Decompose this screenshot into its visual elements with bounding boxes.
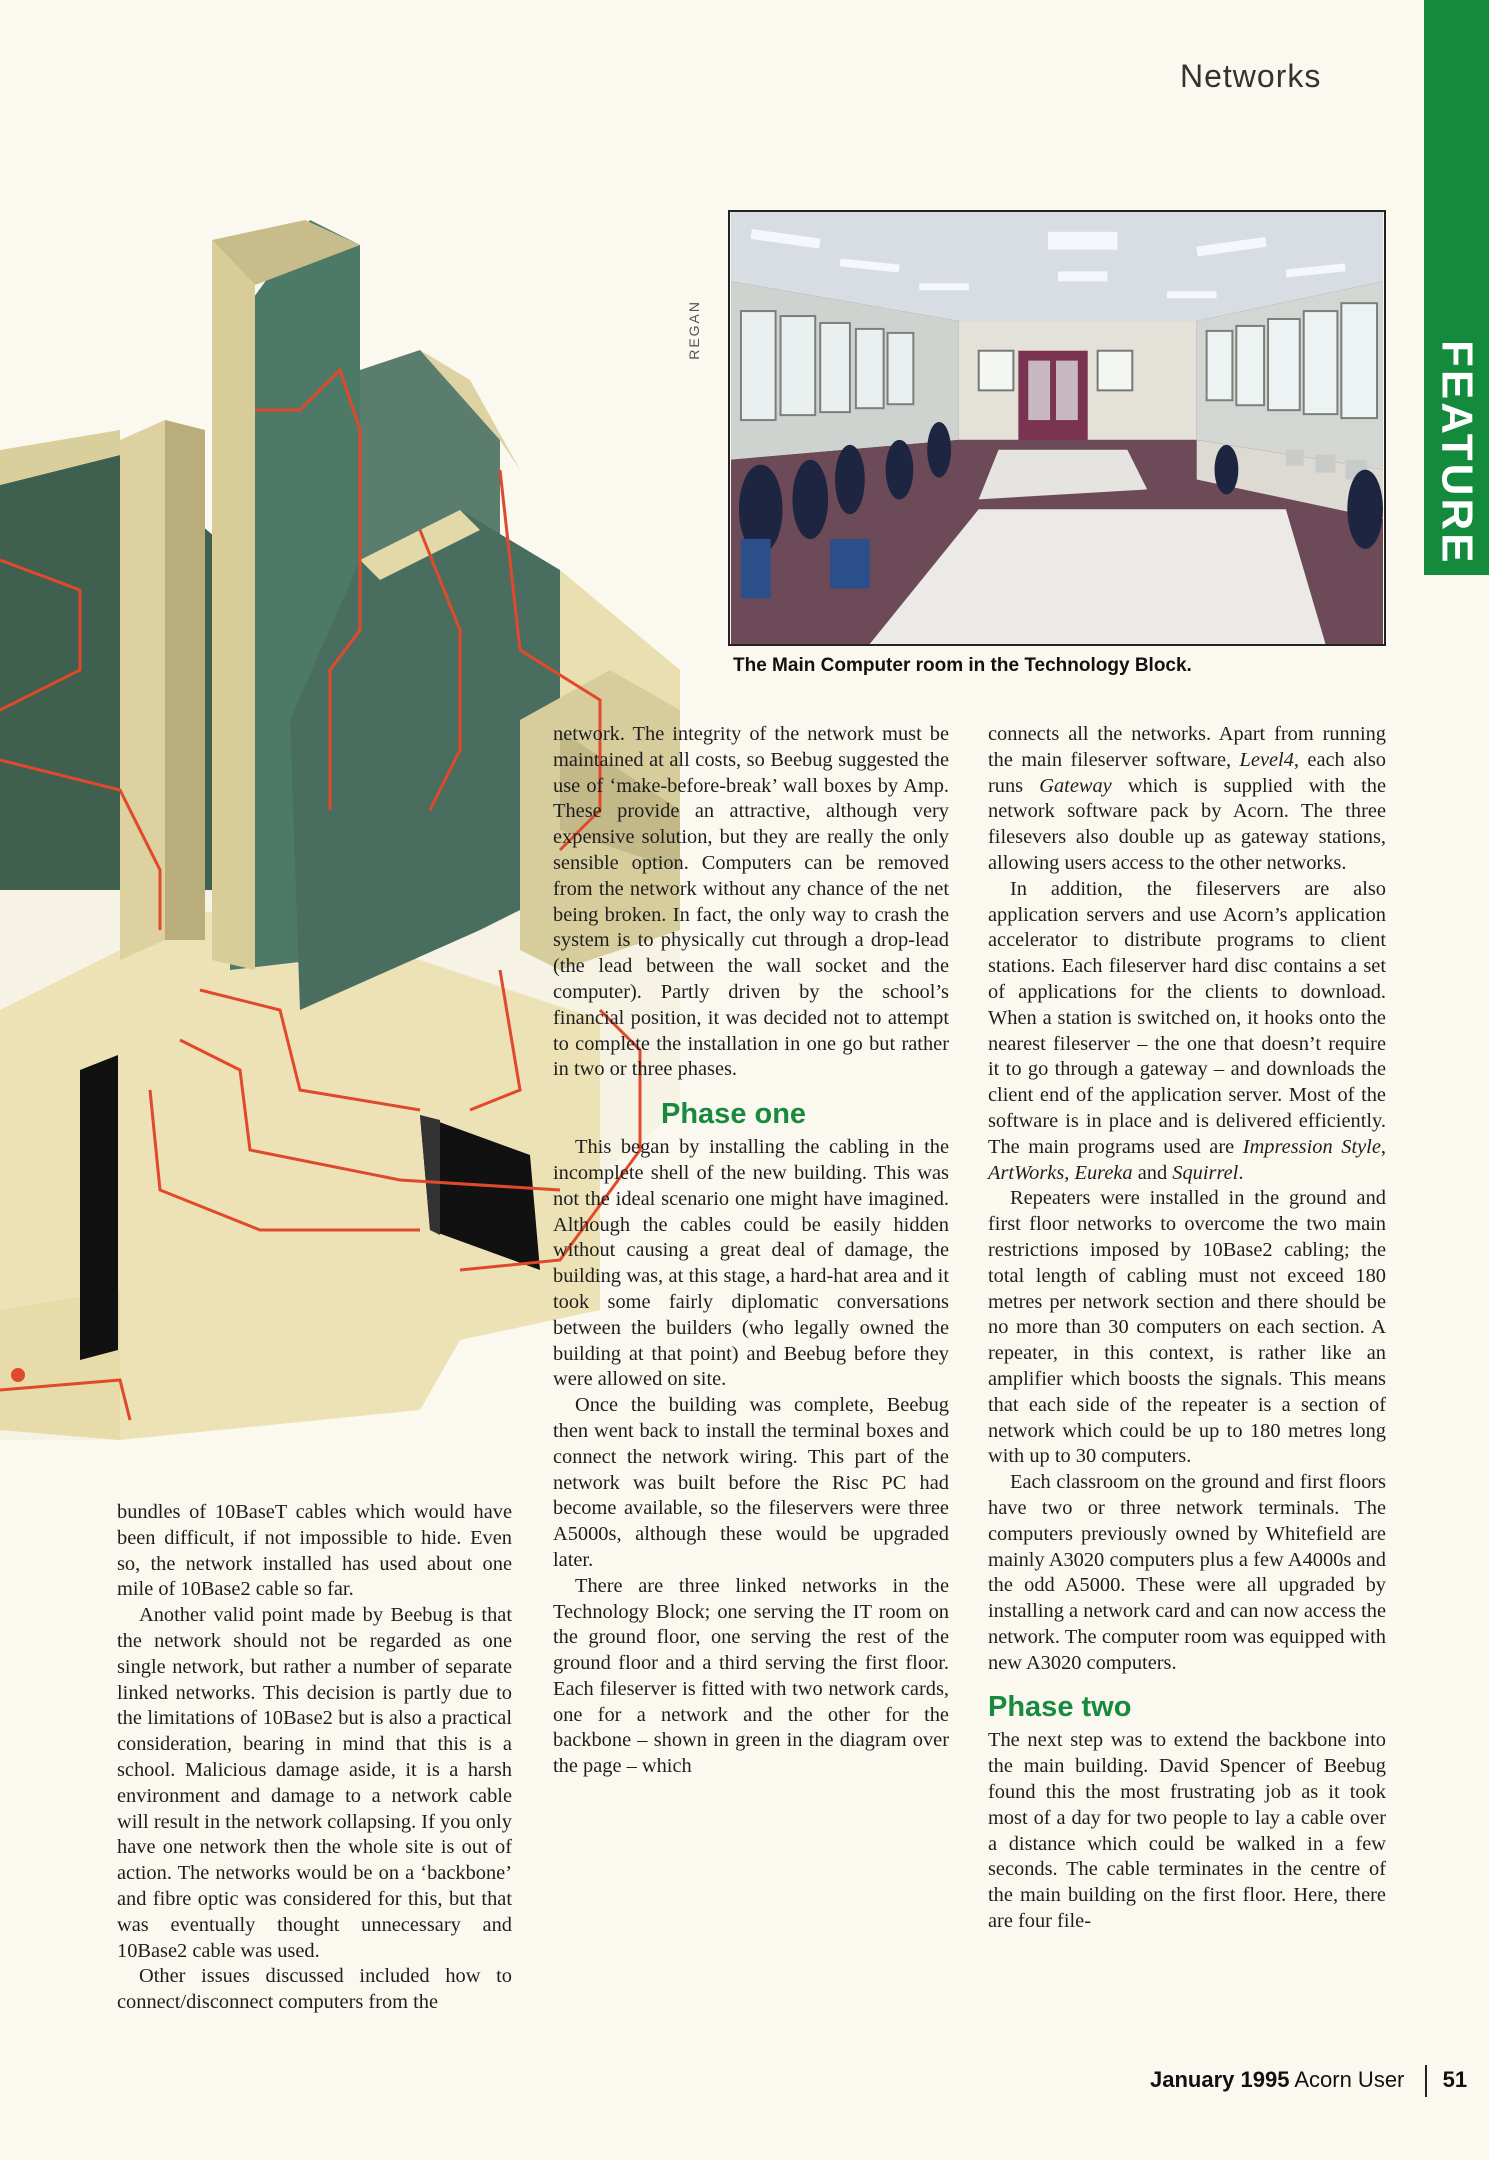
software-name: Level4 bbox=[1239, 748, 1294, 771]
paragraph: In addition, the fileservers are also application servers and use Acorn’s application accelerator to distribute programs to client stations. Each fileserver hard disc contains a set of applications for the clients to download. When a station is switched on, it hooks onto the nearest fileserver – the one that doesn’t require it to go through a gateway – and downloads the client end of the application server. Most of the software is in place and is delivered efficiently. The main programs used are Impression Style, ArtWorks, Eureka and Squirrel. bbox=[988, 877, 1386, 1184]
paragraph: This began by installing the cabling in the incomplete shell of the new building. This was not the ideal scenario one might have imagined. Although the cables could be easily hidden without causing a great deal of damage, the building was, at this stage, a hard-hat area and it took some fairly diplomatic conversations between the builders (who legally owned the building at that point) and Beebug before they were allowed on site. bbox=[553, 1136, 949, 1391]
heading-phase-two: Phase two bbox=[988, 1691, 1132, 1724]
paragraph: network. The integrity of the network must be maintained at all costs, so Beebug suggested the use of ‘make-before-break’ wall boxes by Amp. These provide an attractive, although very expensive solution, but they are really the only sensible option. Computers can be removed from the network without any chance of the net being broken. In fact, the only way to crash the system is to physically cut through a drop-lead (the lead between the wall socket and the computer). Partly driven by the school’s financial position, it was decided not to attempt to complete the installation in one go but rather in two or three phases. bbox=[553, 723, 949, 1081]
paragraph: The next step was to extend the backbone into the main building. David Spencer of Beebug found this the most frustrating job as it took most of a day for two people to lay a cable over a distance which could be walked in a few seconds. The cable terminates in the centre of the main building on the first floor. Here, there are four file- bbox=[988, 1729, 1386, 1933]
paragraph: Once the building was complete, Beebug then went back to install the terminal boxes and connect the network wiring. This part of the network was built before the Risc PC had become available, so the fileservers were three A5000s, although these would be upgraded later. bbox=[553, 1394, 949, 1571]
software-name: Eureka bbox=[1074, 1161, 1133, 1184]
software-name: Squirrel bbox=[1172, 1161, 1239, 1184]
page-number: 51 bbox=[1442, 2066, 1468, 2092]
footer-divider bbox=[1425, 2065, 1427, 2097]
computer-room-photo bbox=[728, 210, 1386, 646]
paragraph: Other issues discussed included how to connect/disconnect computers from the bbox=[117, 1965, 512, 2014]
paragraph: There are three linked networks in the Technology Block; one serving the IT room on the ground floor, one serving the rest of the ground floor and a third serving the first floor. Each fileserver is fitted with two network cards, one for a network and the other for the backbone – shown in green in the diagram over the page – which bbox=[553, 1574, 949, 1778]
software-name: Impression Style bbox=[1242, 1135, 1381, 1158]
photo-caption: The Main Computer room in the Technology Block. bbox=[733, 655, 1192, 676]
issue-date: January 1995 bbox=[1150, 2066, 1290, 2092]
article-column-right bbox=[988, 722, 1386, 1935]
paragraph: Each classroom on the ground and first floors have two or three network terminals. The computers previously owned by Whitefield are mainly A3020 computers plus a few A4000s and the odd A5000. These were all upgraded by installing a network card and can now access the network. The computer room was equipped with new A3020 computers. bbox=[988, 1471, 1386, 1674]
heading-phase-one: Phase one bbox=[661, 1098, 807, 1131]
article-column-left bbox=[117, 1500, 512, 2016]
page-footer bbox=[1150, 2065, 1467, 2097]
software-name: ArtWorks bbox=[988, 1161, 1065, 1184]
paragraph: connects all the networks. Apart from running the main fileserver software, Level4, each also runs Gateway which is supplied with the network software pack by Acorn. The three filesevers also double up as gateway stations, allowing users access to the other networks. bbox=[988, 723, 1386, 874]
magazine-name: Acorn User bbox=[1294, 2066, 1405, 2092]
section-title: Networks bbox=[1180, 58, 1322, 94]
paragraph: Another valid point made by Beebug is that the network should not be regarded as one single network, but rather a number of separate linked networks. This decision is partly due to the limitations of 10Base2 but is also a practical consideration, bearing in mind that this is a school. Malicious damage aside, it is a harsh environment and damage to a network cable will result in the network collapsing. If you only have one network then the whole site is out of action. The networks would be on a ‘backbone’ and fibre optic was considered for this, but that was eventually thought unnecessary and 10Base2 cable was used. bbox=[117, 1604, 512, 1962]
illustration-credit: REGAN bbox=[686, 300, 702, 360]
article-column-center bbox=[553, 722, 949, 1780]
paragraph: Repeaters were installed in the ground and first floor networks to overcome the two main restrictions imposed by 10Base2 cabling; the total length of cabling must not exceed 180 metres per network section and there should be no more than 30 computers on each section. A repeater, in this context, is rather like an amplifier which boosts the signals. This means that each side of the repeater is a section of network which could be up to 180 metres long with up to 30 computers. bbox=[988, 1187, 1386, 1468]
feature-tab-label: FEATURE bbox=[1432, 340, 1482, 566]
paragraph: bundles of 10BaseT cables which would have been difficult, if not impossible to hide. Even so, the network installed has used about one mile of 10Base2 cable so far. bbox=[117, 1501, 512, 1601]
software-name: Gateway bbox=[1039, 774, 1112, 797]
